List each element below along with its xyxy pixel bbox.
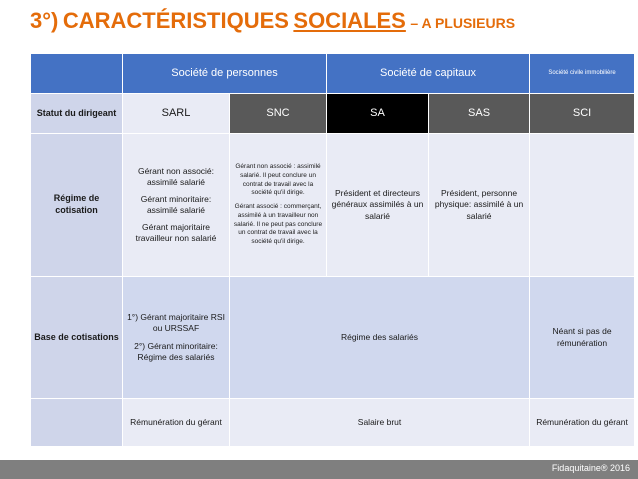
base-sarl-line: 1°) Gérant majoritaire RSI ou URSSAF <box>127 312 225 334</box>
form-sas: SAS <box>429 94 530 134</box>
form-snc: SNC <box>230 94 327 134</box>
form-sci: SCI <box>530 94 635 134</box>
group-header-row <box>31 54 635 94</box>
regime-label: Régime de cotisation <box>31 134 123 277</box>
regime-sa: Président et directeurs généraux assimilés à un salarié <box>327 134 429 277</box>
base-row <box>31 277 635 399</box>
regime-snc-paragraph: Gérant non associé : assimilé salarié. Il peut conclure un contrat de travail avec la société qu'il dirige. <box>235 163 321 197</box>
remuneration-salaire-brut: Salaire brut <box>230 399 530 447</box>
comparison-table <box>30 53 635 447</box>
base-regime-salaries: Régime des salariés <box>230 277 530 399</box>
statut-row <box>31 94 635 134</box>
remuneration-sci: Rémunération du gérant <box>530 399 635 447</box>
remuneration-row <box>31 399 635 447</box>
title-suffix: – A PLUSIEURS <box>410 15 516 31</box>
regime-snc <box>230 134 327 277</box>
regime-sci <box>530 134 635 277</box>
header-societe-civile: Société civile immobilière <box>530 54 635 94</box>
footer-bar <box>0 460 638 479</box>
title-prefix: CARACTÉRISTIQUES <box>62 8 289 33</box>
regime-sarl-line: Gérant minoritaire: assimilé salarié <box>140 193 212 215</box>
regime-sarl <box>123 134 230 277</box>
base-label: Base de cotisations <box>31 277 123 399</box>
remuneration-sarl: Rémunération du gérant <box>123 399 230 447</box>
base-sci: Néant si pas de rémunération <box>530 277 635 399</box>
footer-copyright: Fidaquitaine® 2016 <box>551 463 630 473</box>
title-highlight: SOCIALES <box>293 8 406 33</box>
regime-sarl-line: Gérant majoritaire travailleur non salarié <box>135 222 217 244</box>
header-societe-capitaux: Société de capitaux <box>327 54 530 94</box>
regime-snc-paragraph: Gérant associé : commerçant, assimilé à un travailleur non salarié. Il ne peut pas conclure un contrat de travail avec la société qu'il dirige. <box>233 203 323 246</box>
title-number: 3°) <box>30 8 59 33</box>
header-corner <box>31 54 123 94</box>
regime-sas: Président, personne physique: assimilé à un salarié <box>429 134 530 277</box>
form-sa: SA <box>327 94 429 134</box>
form-sarl: SARL <box>123 94 230 134</box>
remuneration-label <box>31 399 123 447</box>
regime-sarl-line: Gérant non associé: assimilé salarié <box>137 165 215 187</box>
statut-label: Statut du dirigeant <box>31 94 123 134</box>
base-sarl <box>123 277 230 399</box>
header-societe-personnes: Société de personnes <box>123 54 327 94</box>
base-sarl-line: 2°) Gérant minoritaire: Régime des salariés <box>134 340 218 362</box>
regime-row <box>31 134 635 277</box>
slide-title <box>30 8 515 42</box>
